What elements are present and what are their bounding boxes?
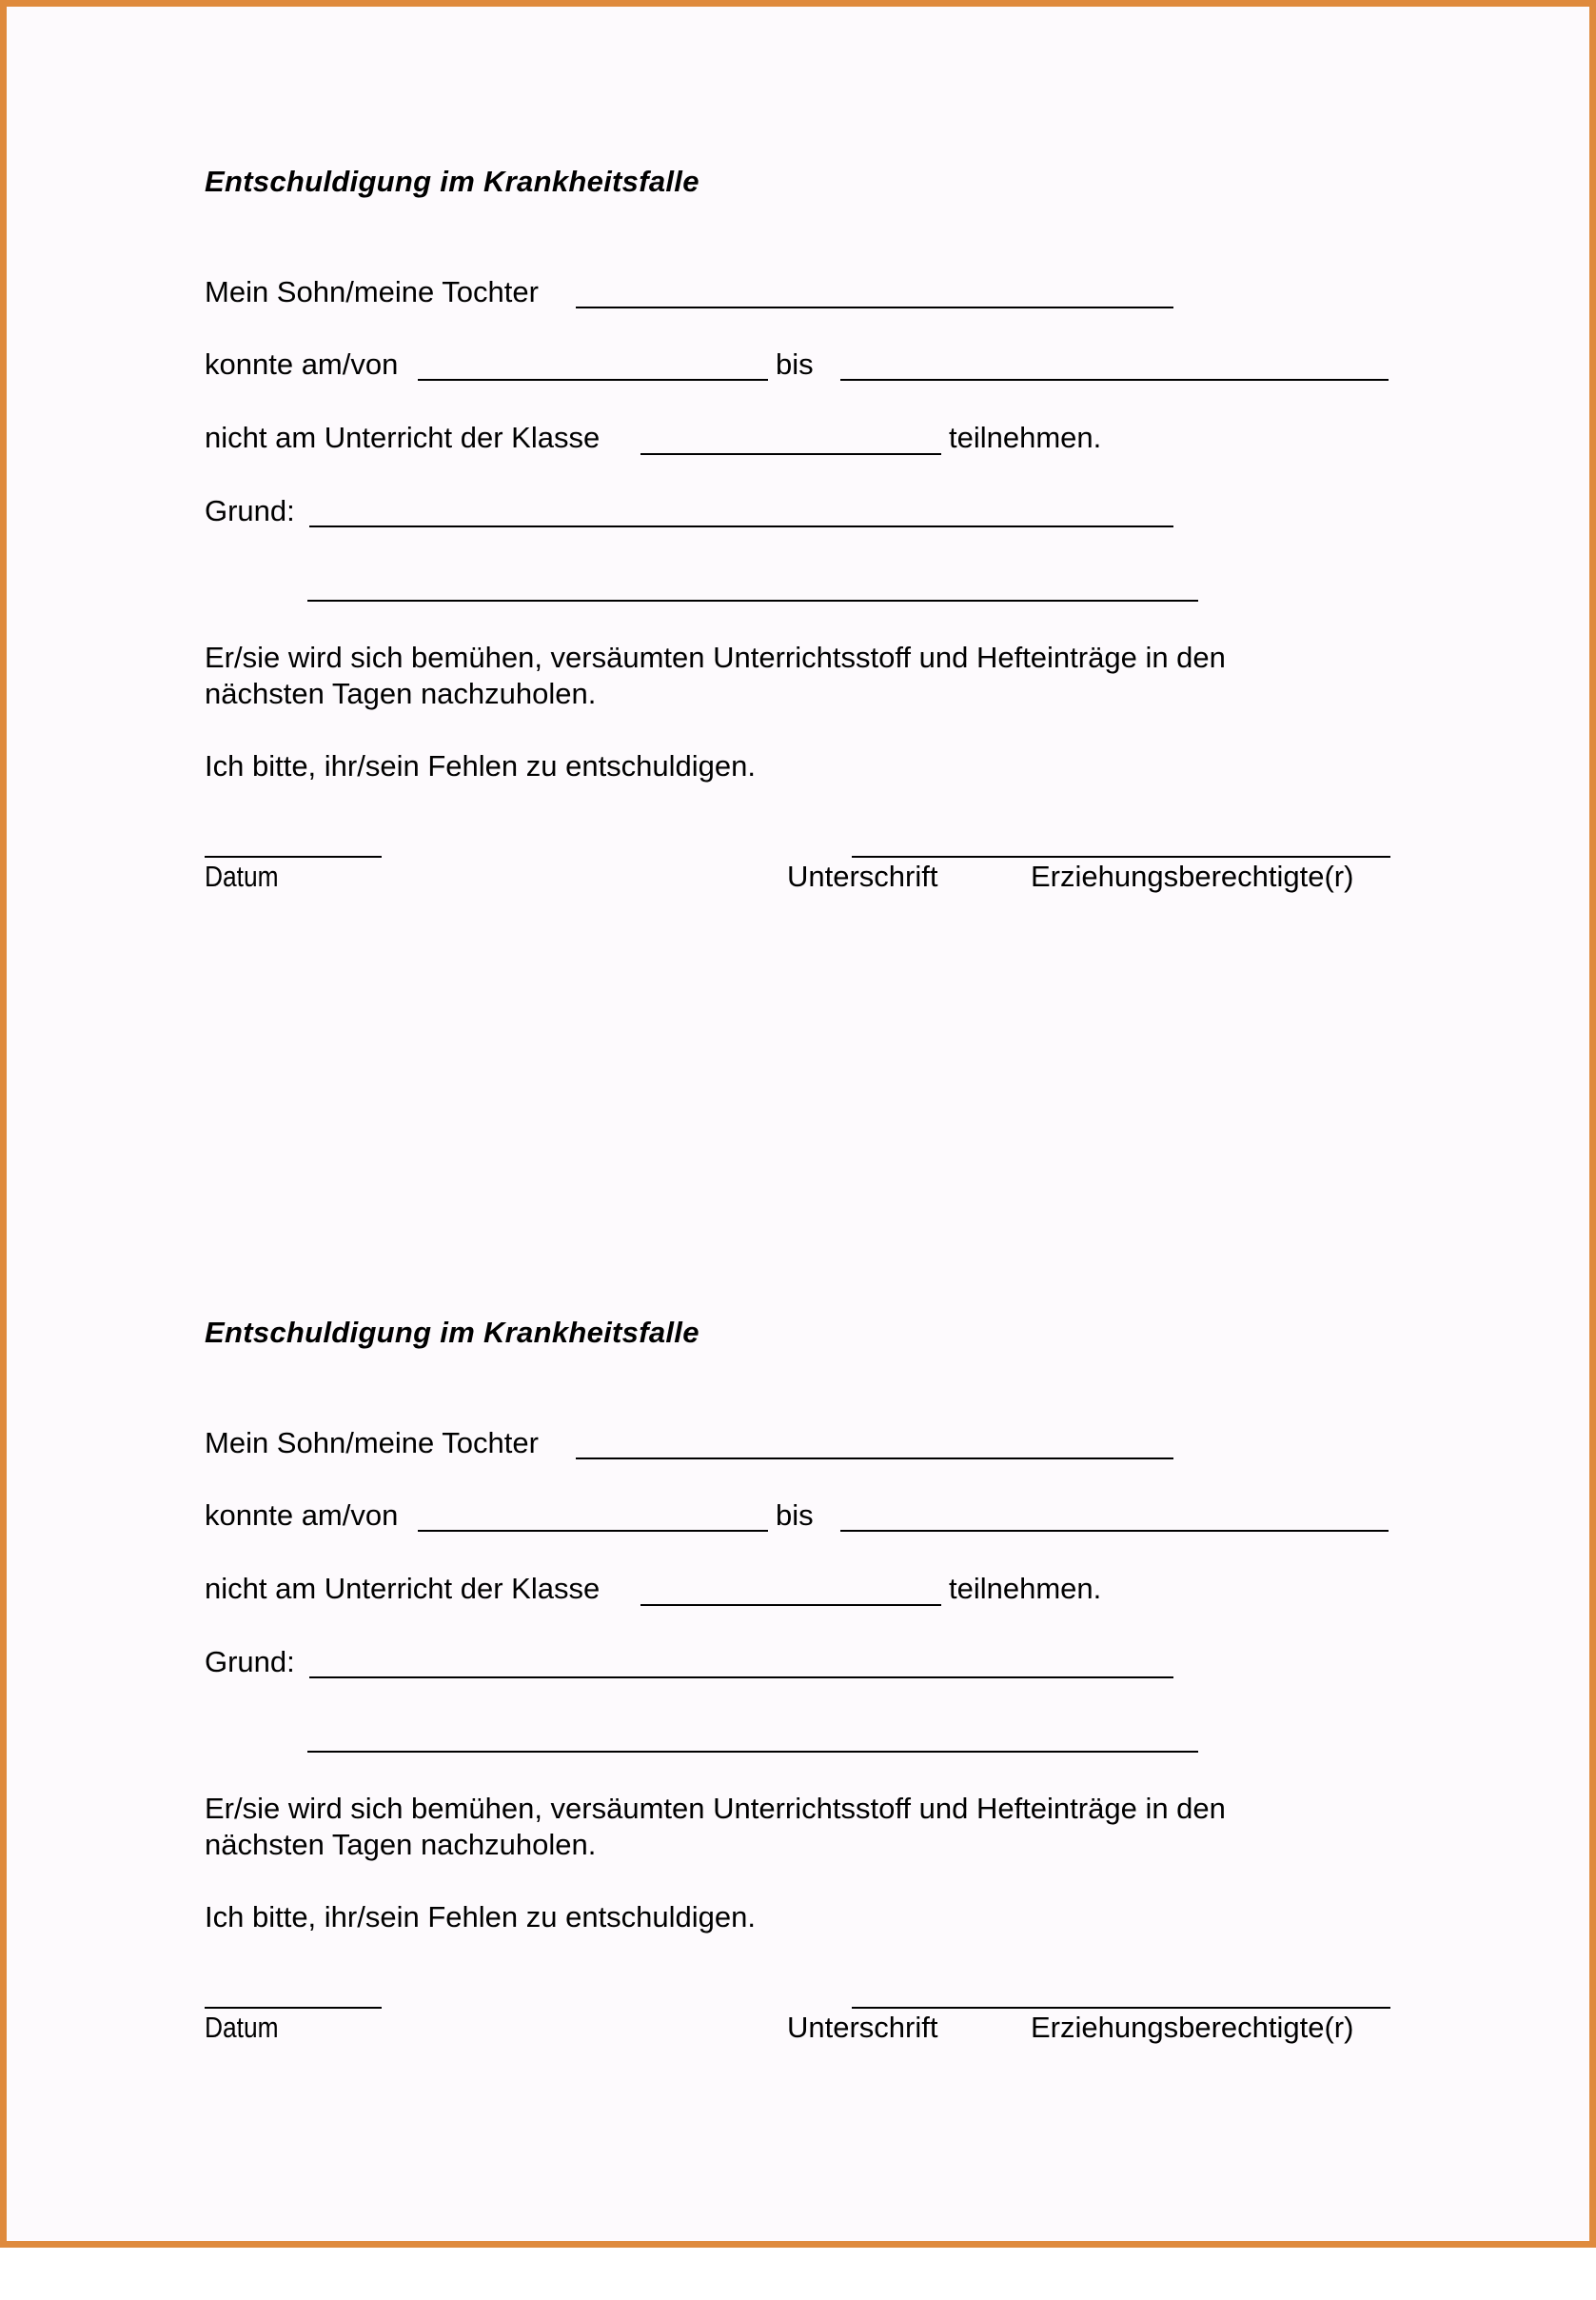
from-date-label: konnte am/von [205, 347, 399, 381]
signature-field[interactable] [852, 856, 1390, 858]
from-date-field[interactable] [418, 379, 768, 381]
form-title: Entschuldigung im Krankheitsfalle [205, 165, 699, 198]
paragraph-line-1: Er/sie wird sich bemühen, versäumten Unterrichtsstoff und Hefteinträge in den [205, 641, 1226, 674]
to-date-field[interactable] [840, 379, 1389, 381]
participate-label: teilnehmen. [949, 1572, 1102, 1605]
guardian-label: Erziehungsberechtigte(r) [1031, 860, 1354, 893]
request-text: Ich bitte, ihr/sein Fehlen zu entschuldigen. [205, 749, 757, 783]
signature-field[interactable] [852, 2007, 1390, 2009]
request-text: Ich bitte, ihr/sein Fehlen zu entschuldigen. [205, 1900, 757, 1933]
reason-label: Grund: [205, 1645, 295, 1678]
signature-label: Unterschrift [787, 860, 938, 893]
class-field[interactable] [640, 453, 941, 455]
reason-field-1[interactable] [309, 525, 1173, 527]
from-date-label: konnte am/von [205, 1498, 399, 1532]
date-field[interactable] [205, 2007, 382, 2009]
paragraph-line-2: nächsten Tagen nachzuholen. [205, 677, 597, 710]
reason-field-2[interactable] [307, 1751, 1198, 1753]
reason-field-2[interactable] [307, 600, 1198, 602]
from-date-field[interactable] [418, 1530, 768, 1532]
participate-label: teilnehmen. [949, 421, 1102, 454]
paragraph-line-1: Er/sie wird sich bemühen, versäumten Unterrichtsstoff und Hefteinträge in den [205, 1792, 1226, 1825]
signature-label: Unterschrift [787, 2011, 938, 2044]
class-label: nicht am Unterricht der Klasse [205, 421, 601, 454]
to-date-label: bis [776, 1498, 814, 1532]
excuse-form-top [205, 7, 1394, 1149]
paragraph-line-2: nächsten Tagen nachzuholen. [205, 1828, 597, 1861]
reason-label: Grund: [205, 494, 295, 527]
guardian-label: Erziehungsberechtigte(r) [1031, 2011, 1354, 2044]
to-date-label: bis [776, 347, 814, 381]
form-title: Entschuldigung im Krankheitsfalle [205, 1316, 699, 1349]
child-label: Mein Sohn/meine Tochter [205, 1426, 539, 1459]
child-label: Mein Sohn/meine Tochter [205, 275, 539, 308]
date-field[interactable] [205, 856, 382, 858]
class-field[interactable] [640, 1604, 941, 1606]
date-label: Datum [205, 2011, 279, 2044]
to-date-field[interactable] [840, 1530, 1389, 1532]
child-name-field[interactable] [576, 307, 1173, 308]
date-label: Datum [205, 860, 279, 893]
class-label: nicht am Unterricht der Klasse [205, 1572, 601, 1605]
reason-field-1[interactable] [309, 1676, 1173, 1678]
child-name-field[interactable] [576, 1457, 1173, 1459]
excuse-form-bottom [205, 1158, 1394, 2300]
